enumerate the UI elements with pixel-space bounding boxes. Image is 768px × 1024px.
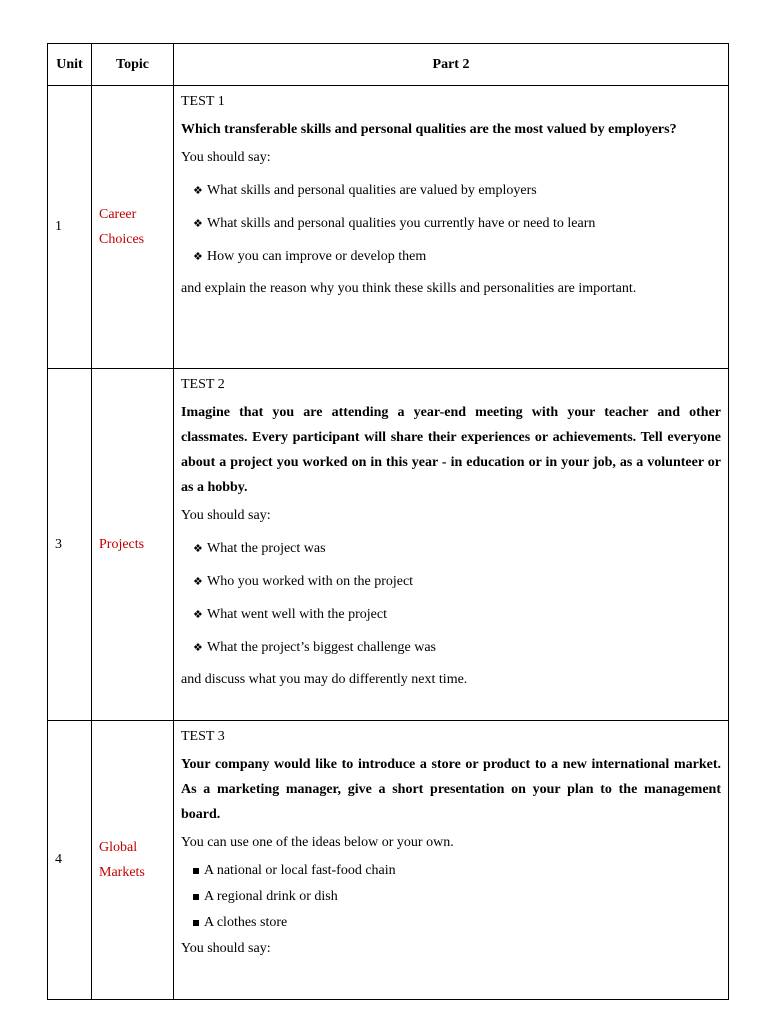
header-row — [48, 44, 729, 86]
square-bullet-icon — [193, 894, 199, 900]
prompt-text: You should say: — [181, 150, 271, 165]
header-unit: Unit — [48, 44, 92, 86]
square-bullet-icon — [193, 920, 199, 926]
list-item — [193, 182, 721, 200]
test-label: TEST 1 — [181, 94, 225, 109]
prompt-text-2: You should say: — [181, 941, 271, 956]
test-question: Imagine that you are attending a year-end meeting with your teacher and other classmates. Every participant will share their experiences or achievements. Tell everyone about a project you worked on in this year - in education or in your job, as a volunteer or as a hobby. — [181, 405, 721, 495]
bullet-text: What went well with the project — [207, 607, 387, 622]
bullet-list — [181, 540, 721, 657]
bullet-list — [181, 182, 721, 266]
list-item — [193, 639, 721, 657]
header-topic: Topic — [92, 44, 174, 86]
closing-text: and discuss what you may do differently next time. — [181, 672, 468, 687]
prompt-text: You should say: — [181, 508, 271, 523]
unit-number: 1 — [48, 86, 92, 369]
idea-text: A clothes store — [204, 915, 288, 930]
bullet-text: Who you worked with on the project — [207, 574, 414, 589]
list-item — [193, 914, 721, 932]
table-row — [48, 86, 729, 369]
diamond-bullet-icon: ❖ — [193, 575, 203, 588]
unit-number: 3 — [48, 369, 92, 721]
test-question: Your company would like to introduce a store or product to a new international market. As a marketing manager, give a short presentation on your plan to the management board. — [181, 757, 721, 822]
topic-name: Projects — [92, 369, 174, 721]
list-item — [193, 888, 721, 906]
prompt-text: You can use one of the ideas below or your own. — [181, 835, 454, 850]
diamond-bullet-icon: ❖ — [193, 608, 203, 621]
bullet-text: What skills and personal qualities are valued by employers — [207, 183, 537, 198]
bullet-text: What the project was — [207, 541, 326, 556]
speaking-tests-table — [47, 43, 729, 1000]
diamond-bullet-icon: ❖ — [193, 542, 203, 555]
idea-text: A regional drink or dish — [204, 889, 338, 904]
list-item — [193, 606, 721, 624]
test-content — [174, 721, 729, 1000]
idea-text: A national or local fast-food chain — [204, 863, 396, 878]
bullet-text: What skills and personal qualities you currently have or need to learn — [207, 216, 596, 231]
table-row — [48, 721, 729, 1000]
test-content — [174, 86, 729, 369]
diamond-bullet-icon: ❖ — [193, 217, 203, 230]
header-part: Part 2 — [174, 44, 729, 86]
test-question: Which transferable skills and personal qualities are the most valued by employers? — [181, 122, 677, 137]
list-item — [193, 215, 721, 233]
test-content — [174, 369, 729, 721]
topic-name: Global Markets — [92, 721, 174, 1000]
square-bullet-icon — [193, 868, 199, 874]
table-row — [48, 369, 729, 721]
bullet-text: How you can improve or develop them — [207, 249, 427, 264]
test-label: TEST 2 — [181, 377, 225, 392]
bullet-text: What the project’s biggest challenge was — [207, 640, 436, 655]
diamond-bullet-icon: ❖ — [193, 250, 203, 263]
idea-list — [181, 862, 721, 932]
list-item — [193, 862, 721, 880]
closing-text: and explain the reason why you think these skills and personalities are important. — [181, 281, 637, 296]
diamond-bullet-icon: ❖ — [193, 184, 203, 197]
diamond-bullet-icon: ❖ — [193, 641, 203, 654]
unit-number: 4 — [48, 721, 92, 1000]
list-item — [193, 540, 721, 558]
list-item — [193, 573, 721, 591]
topic-name: Career Choices — [92, 86, 174, 369]
list-item — [193, 248, 721, 266]
test-label: TEST 3 — [181, 729, 225, 744]
